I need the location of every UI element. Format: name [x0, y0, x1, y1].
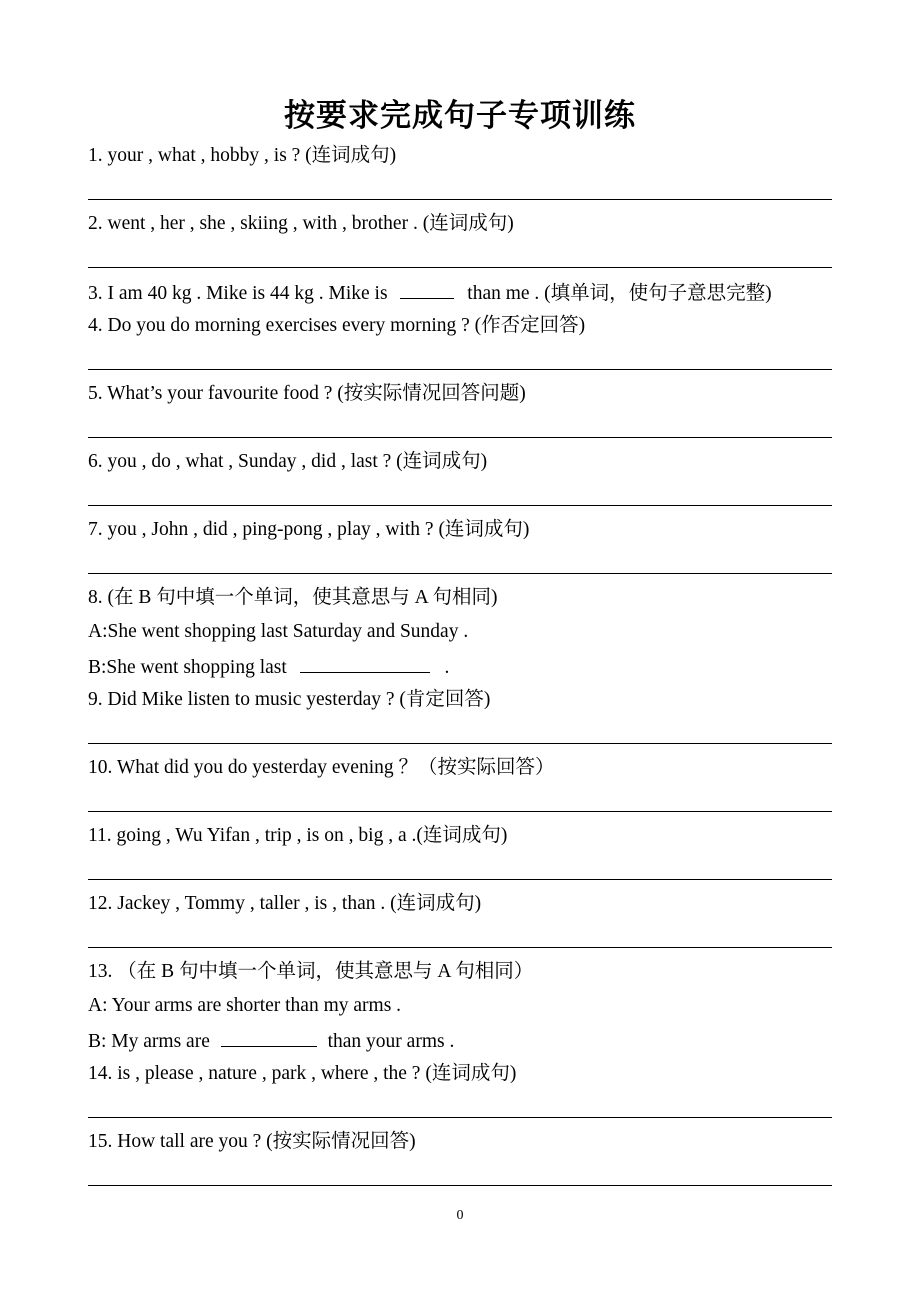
- question-5: 5. What’s your favourite food ? (按实际情况回答问题): [88, 383, 526, 404]
- question-8-sentence-b: [88, 654, 449, 680]
- answer-line-15[interactable]: [88, 1185, 832, 1186]
- question-8-b-after: .: [444, 657, 450, 678]
- question-11: 11. going , Wu Yifan , trip , is on , big , a .(连词成句): [88, 825, 508, 846]
- question-1: 1. your , what , hobby , is ? (连词成句): [88, 145, 397, 166]
- question-13-b-before: B: My arms are: [88, 1031, 210, 1052]
- answer-line-7[interactable]: [88, 573, 832, 574]
- question-2: 2. went , her , she , skiing , with , brother . (连词成句): [88, 213, 514, 234]
- question-8-prompt: 8. (在 B 句中填一个单词，使其意思与 A 句相同): [88, 587, 498, 608]
- answer-line-5[interactable]: [88, 437, 832, 438]
- question-13-sentence-b: [88, 1028, 454, 1054]
- question-3-text-before: 3. I am 40 kg . Mike is 44 kg . Mike is: [88, 283, 388, 304]
- answer-line-2[interactable]: [88, 267, 832, 268]
- question-13-prompt: 13. （在 B 句中填一个单词，使其意思与 A 句相同）: [88, 961, 534, 982]
- question-8-b-before: B:She went shopping last: [88, 657, 287, 678]
- question-13-sentence-a: A: Your arms are shorter than my arms .: [88, 995, 402, 1016]
- question-4: 4. Do you do morning exercises every morning ? (作否定回答): [88, 315, 586, 336]
- question-8-sentence-a: A:She went shopping last Saturday and Sunday .: [88, 621, 469, 642]
- answer-line-10[interactable]: [88, 811, 832, 812]
- answer-line-6[interactable]: [88, 505, 832, 506]
- fill-blank-13[interactable]: [221, 1028, 317, 1047]
- question-14: 14. is , please , nature , park , where , the ? (连词成句): [88, 1063, 517, 1084]
- fill-blank-8[interactable]: [300, 654, 430, 673]
- question-10: 10. What did you do yesterday evening ？（按实际回答）: [88, 757, 555, 778]
- answer-line-11[interactable]: [88, 879, 832, 880]
- question-9: 9. Did Mike listen to music yesterday ? (肯定回答): [88, 689, 491, 710]
- question-3-text-after: than me . (填单词，使句子意思完整): [467, 283, 772, 304]
- fill-blank-3[interactable]: [400, 280, 454, 299]
- question-15: 15. How tall are you ? (按实际情况回答): [88, 1131, 416, 1152]
- question-3: [88, 280, 772, 306]
- answer-line-14[interactable]: [88, 1117, 832, 1118]
- question-12: 12. Jackey , Tommy , taller , is , than . (连词成句): [88, 893, 482, 914]
- question-13-b-after: than your arms .: [327, 1031, 455, 1052]
- page-number: 0: [456, 1208, 464, 1223]
- question-6: 6. you , do , what , Sunday , did , last ? (连词成句): [88, 451, 488, 472]
- answer-line-9[interactable]: [88, 743, 832, 744]
- answer-line-1[interactable]: [88, 199, 832, 200]
- answer-line-12[interactable]: [88, 947, 832, 948]
- question-7: 7. you , John , did , ping-pong , play , with ? (连词成句): [88, 519, 530, 540]
- page-title: 按要求完成句子专项训练: [284, 98, 636, 134]
- answer-line-4[interactable]: [88, 369, 832, 370]
